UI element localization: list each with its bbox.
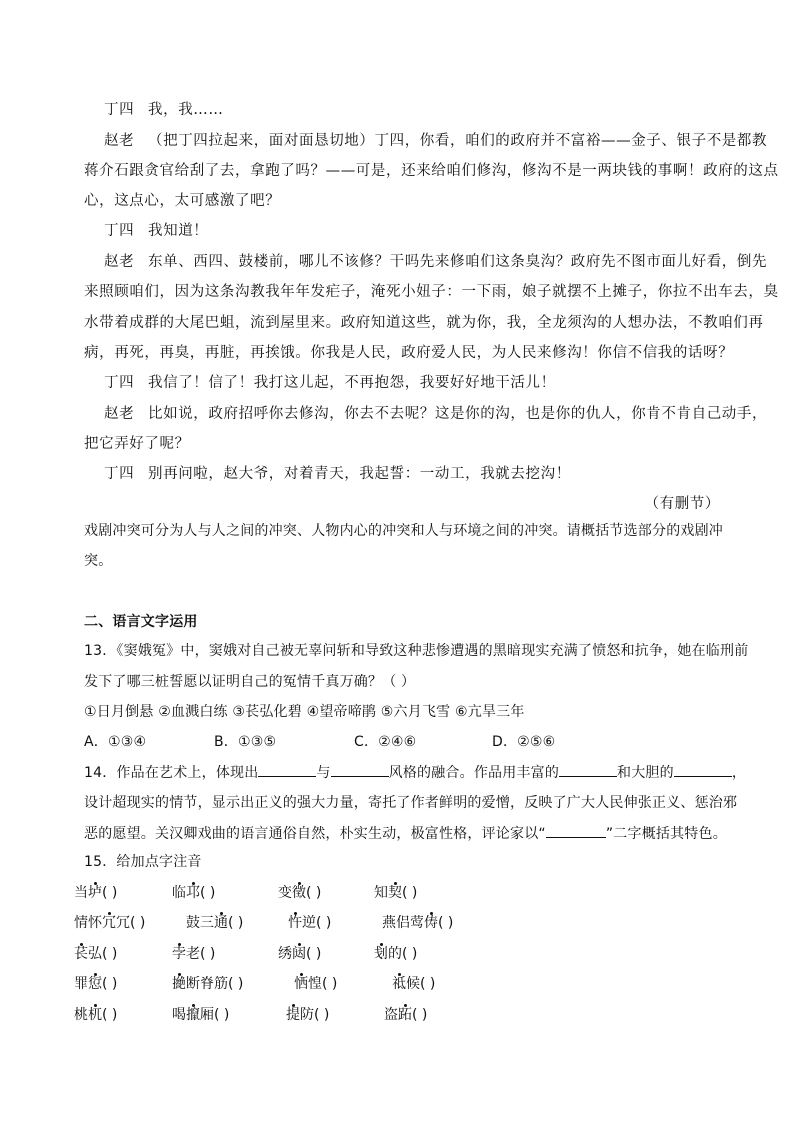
answer-paren: ( ) [322,976,338,992]
dotted-char: 提 [286,1007,300,1023]
answer-blank[interactable] [331,762,389,777]
answer-paren: ( ) [200,885,216,901]
word-text: 候 [406,976,420,992]
answer-paren: ( ) [130,915,146,931]
q14-text: ， [731,765,747,781]
answer-paren: ( ) [228,915,244,931]
q14-text: ”二字概括其特色。 [605,826,727,842]
dialogue-text: 病，再死，再臭，再脏，再挨饿。你我是人民，政府爱人民，为人民来修沟！你信不信我的话呀？ [84,345,734,361]
word-text: 变 [278,885,292,901]
dotted-char: 俦 [424,915,438,931]
speaker-name: 赵老 [104,133,135,149]
word-text: 断脊筋 [186,976,228,992]
pinyin-item[interactable] [288,913,331,933]
answer-paren: ( ) [420,976,436,992]
dialogue-text: 别再问啦，赵大爷，对着青天，我起誓：一动工，我就去挖沟！ [148,466,571,482]
answer-blank[interactable] [258,762,316,777]
word-text: 燕侣莺 [382,915,424,931]
pinyin-item[interactable] [374,883,417,903]
dotted-char: 通 [214,915,228,931]
answer-paren: ( ) [214,1007,230,1023]
pinyin-item[interactable] [278,944,321,964]
word-text: 情怀 [74,915,102,931]
pinyin-item[interactable] [392,974,435,994]
answer-paren: ( ) [102,976,118,992]
answer-paren: ( ) [438,915,454,931]
pinyin-item[interactable] [172,883,215,903]
dialogue-line [104,464,744,484]
pinyin-item[interactable] [172,974,243,994]
q13-prompt-line: 13．《窦娥冤》中，窦娥对自己被无辜问斩和导致这种悲惨遭遇的黑暗现实充满了愤怒和抗争，她在临刑前 [84,643,749,659]
word-text: 逆 [302,915,316,931]
q14-line [84,762,747,783]
pinyin-item[interactable] [186,913,243,933]
dialogue-text: 我知道！ [148,223,209,239]
dialogue-text: （把丁四拉起来，面对面恳切地）丁四，你看，咱们的政府并不富裕——金子、银子不是都教 [148,133,768,149]
pinyin-item[interactable] [286,1005,329,1025]
dotted-char: 撧 [172,976,186,992]
dialogue-line [84,282,779,302]
dialogue-line [104,404,768,424]
dotted-char: 恓 [294,976,308,992]
speaker-name: 丁四 [104,102,135,118]
speaker-name: 丁四 [104,223,135,239]
q14-text: 与 [316,765,331,781]
abridged-note: （有删节） [644,496,720,512]
choice-b[interactable]: B．①③⑤ [214,734,277,750]
dotted-char: 攛 [186,1007,200,1023]
q14-line: 设计超现实的情节，显示出正义的强大力量，寄托了作者鲜明的爱憎，反映了广大人民伸张正义、惩治邪 [84,795,738,811]
dialogue-line [84,161,779,181]
speaker-name: 丁四 [104,466,135,482]
word-text: 盗 [384,1007,398,1023]
answer-blank[interactable] [674,762,732,777]
dotted-char: 苌 [74,946,88,962]
dialogue-text: 蒋介石跟贪官给刮了去，拿跑了吗？——可是，还来给咱们修沟，修沟不是一两块钱的事啊！政府的这点 [84,163,779,179]
word-text: 鼓三 [186,915,214,931]
pinyin-item[interactable] [172,1005,229,1025]
pinyin-item[interactable] [278,883,321,903]
dotted-char: 徵 [292,885,306,901]
dotted-char: 垆 [88,885,102,901]
q13-prompt-line: 发下了哪三桩誓愿以证明自己的冤情千真万确？（ ） [84,674,416,690]
answer-paren: ( ) [306,946,322,962]
word-text: 厢 [200,1007,214,1023]
word-text: 喝 [172,1007,186,1023]
pinyin-item[interactable] [74,883,117,903]
word-text: 罪 [74,976,88,992]
pinyin-item[interactable] [74,913,145,933]
choice-d[interactable]: D．②⑤⑥ [492,734,556,750]
speaker-name: 赵老 [104,254,135,270]
dialogue-line [84,343,734,363]
pinyin-item[interactable] [374,944,417,964]
section-title: 二、语言文字运用 [84,614,198,630]
answer-paren: ( ) [200,946,216,962]
q12-prompt-line: 戏剧冲突可分为人与人之间的冲突、人物内心的冲突和人与环境之间的冲突。请概括节选部分的戏剧冲 [84,523,723,539]
dotted-char: 孛 [172,946,186,962]
speaker-name: 丁四 [104,375,135,391]
dialogue-text: 我，我…… [148,102,224,118]
dotted-char: 邛 [186,885,200,901]
dialogue-line [104,252,768,272]
answer-paren: ( ) [402,946,418,962]
answer-paren: ( ) [102,946,118,962]
dialogue-line [84,191,724,211]
dialogue-line [84,313,764,333]
dialogue-text: 我信了！信了！我打这儿起，不再抱怨，我要好好地干活儿！ [148,375,556,391]
word-text: 惶 [308,976,322,992]
dialogue-line [104,131,768,151]
dialogue-line [104,221,744,241]
pinyin-item[interactable] [382,913,453,933]
answer-paren: ( ) [402,885,418,901]
answer-paren: ( ) [412,1007,428,1023]
pinyin-item[interactable] [384,1005,427,1025]
dotted-char: 刬 [374,946,388,962]
q12-prompt-line: 突。 [84,553,113,569]
word-text: 知 [374,885,388,901]
q15-title: 15．给加点字注音 [84,854,202,870]
word-text: 老 [186,946,200,962]
word-text: 绣 [278,946,292,962]
dialogue-text: 水带着成群的大尾巴蛆，流到屋里来。政府知道这些，就为你，我，全龙须沟的人想办法，不教咱们再 [84,315,764,331]
q14-text: 14．作品在艺术上，体现出 [84,765,259,781]
choice-c[interactable]: C．②④⑥ [354,734,417,750]
dotted-char: 忤 [288,915,302,931]
word-text: 临 [172,885,186,901]
answer-paren: ( ) [102,1007,118,1023]
q14-text: 恶的愿望。关汉卿戏曲的语言通俗自然，朴实生动，极富性格，评论家以“ [84,826,546,842]
dotted-char: 冗 [102,915,116,931]
dialogue-line [104,373,744,393]
choice-a[interactable]: A．①③④ [84,734,147,750]
dialogue-line [104,100,744,120]
dialogue-text: 来照顾咱们，因为这条沟教我年年发疟子，淹死小妞子：一下雨，娘子就摆不上摊子，你拉不出车去，臭 [84,284,779,300]
dialogue-text: 把它弄好了呢？ [84,436,190,452]
dotted-char: 跖 [398,1007,412,1023]
answer-paren: ( ) [228,976,244,992]
word-text: 的 [388,946,402,962]
pinyin-item[interactable] [294,974,337,994]
dialogue-text: 东单、西四、鼓楼前，哪儿不该修？干吗先来修咱们这条臭沟？政府先不图市面儿好看，倒先 [148,254,768,270]
pinyin-item[interactable] [74,974,117,994]
answer-blank[interactable] [559,762,617,777]
word-text: 弘 [88,946,102,962]
pinyin-item[interactable] [172,944,215,964]
dotted-char: 契 [388,885,402,901]
word-text: 桃 [74,1007,88,1023]
answer-paren: ( ) [316,915,332,931]
q14-text: 风格的融合。作品用丰富的 [388,765,560,781]
q13-items: ①日月倒悬 ②血溅白练 ③苌弘化碧 ④望帝啼鹃 ⑤六月飞雪 ⑥亢旱三年 [84,704,525,720]
dialogue-text: 比如说，政府招呼你去修沟，你去不去呢？这是你的沟，也是你的仇人，你肯不肯自己动手， [148,406,768,422]
q14-line [84,823,727,844]
answer-paren: ( ) [314,1007,330,1023]
dialogue-text: 心，这点心，太可感激了吧？ [84,193,281,209]
q14-text: 和大胆的 [617,765,674,781]
dialogue-line [84,434,724,454]
speaker-name: 赵老 [104,406,135,422]
answer-paren: ( ) [306,885,322,901]
dotted-char: 杌 [88,1007,102,1023]
word-text: 防 [300,1007,314,1023]
dotted-char: 闼 [292,946,306,962]
pinyin-item[interactable] [74,1005,117,1025]
answer-blank[interactable] [546,823,606,838]
answer-paren: ( ) [102,885,118,901]
dotted-char: 祗 [392,976,406,992]
pinyin-item[interactable] [74,944,117,964]
dotted-char: 愆 [88,976,102,992]
word-text: 冗 [116,915,130,931]
word-text: 当 [74,885,88,901]
